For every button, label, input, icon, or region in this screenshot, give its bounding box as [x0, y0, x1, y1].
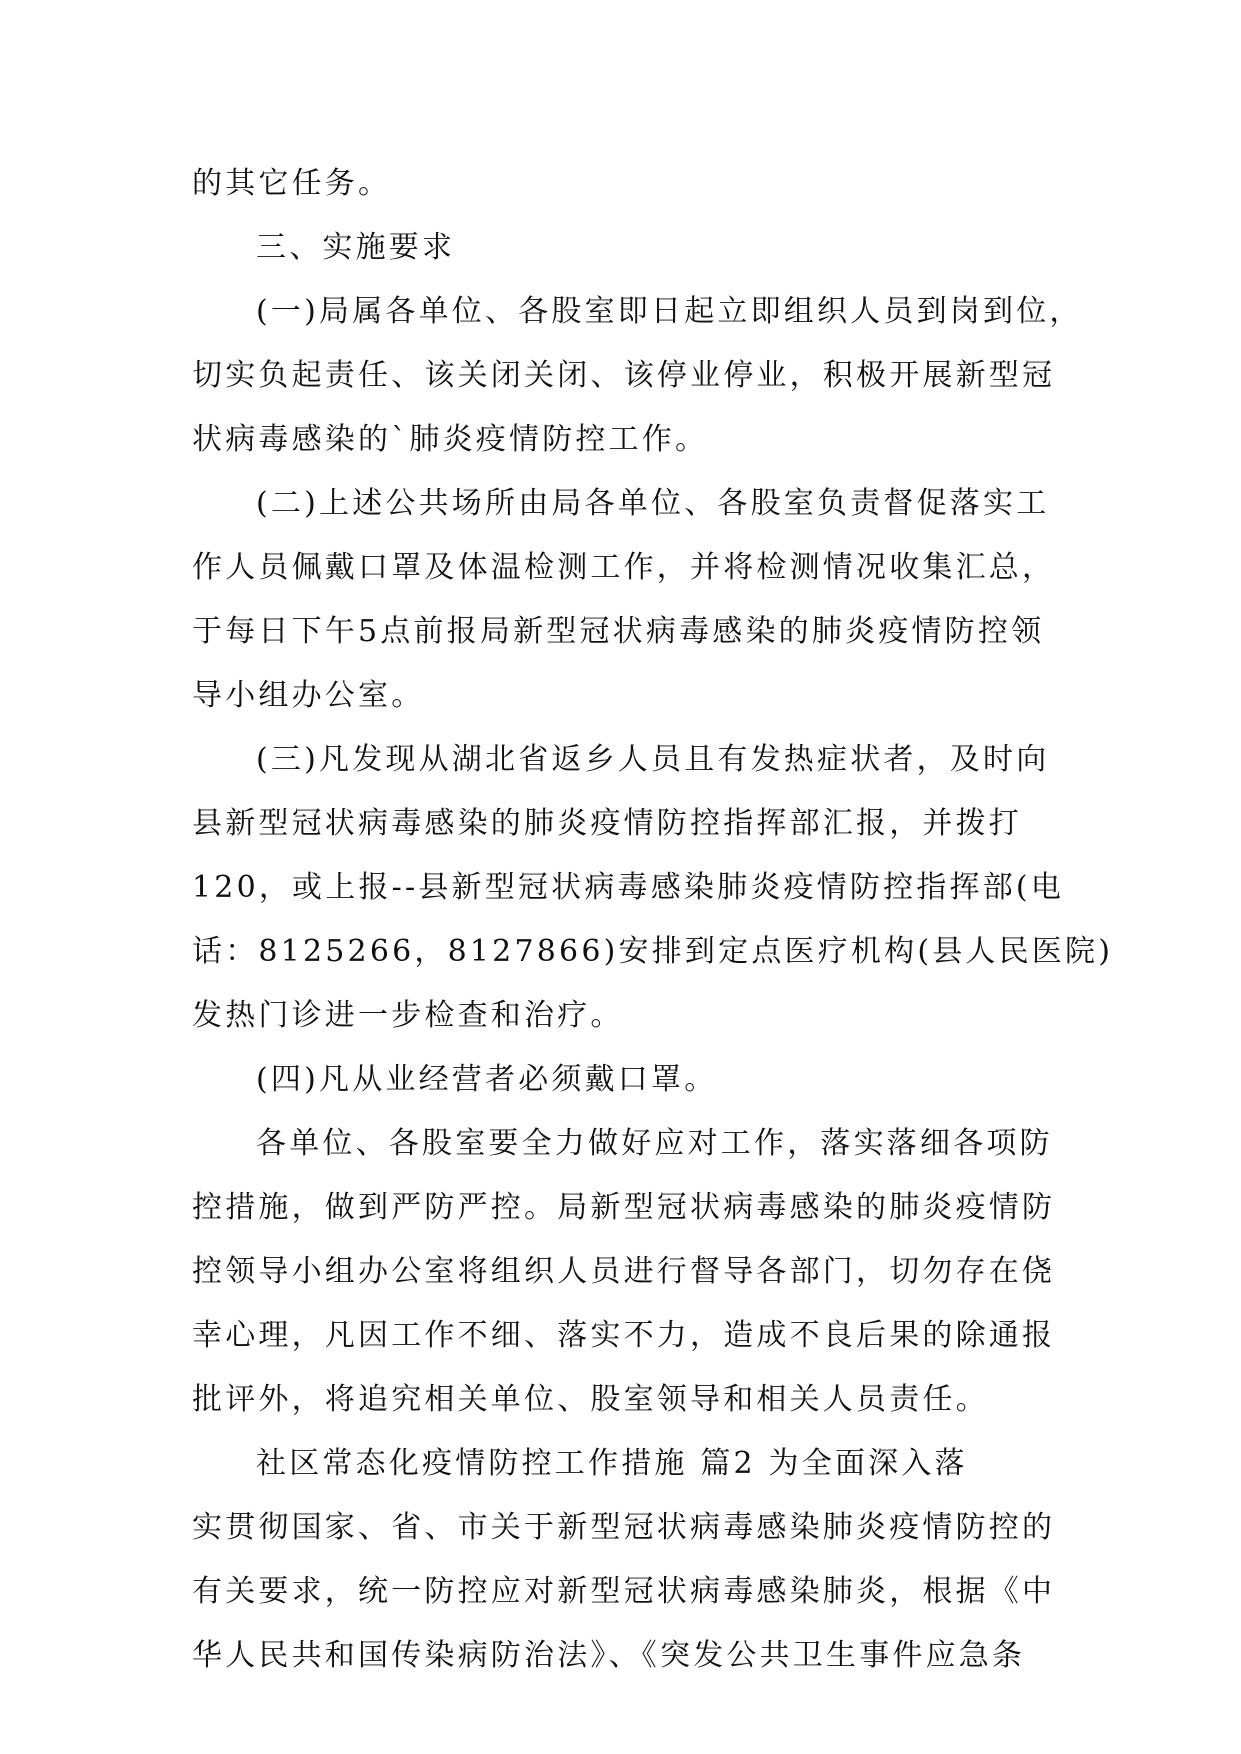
- text-line: (一)局属各单位、各股室即日起立即组织人员到岗到位，: [256, 294, 1083, 329]
- section-heading: 三、实施要求: [256, 230, 456, 265]
- text-line: 话：8125266，8127866)安排到定点医疗机构(县人民医院): [192, 934, 1114, 969]
- text-line: 批评外，将追究相关单位、股室领导和相关人员责任。: [192, 1382, 989, 1417]
- text-line: 的其它任务。: [192, 166, 392, 201]
- text-line: 导小组办公室。: [192, 678, 425, 713]
- text-line: 华人民共和国传染病防治法》、《突发公共卫生事件应急条: [192, 1638, 1026, 1673]
- text-line: 幸心理，凡因工作不细、落实不力，造成不良后果的除通报: [192, 1318, 1056, 1353]
- text-line: 有关要求，统一防控应对新型冠状病毒感染肺炎，根据《中: [192, 1574, 1056, 1609]
- text-line: 控领导小组办公室将组织人员进行督导各部门，切勿存在侥: [192, 1254, 1056, 1289]
- text-line: 县新型冠状病毒感染的肺炎疫情防控指挥部汇报，并拨打: [192, 806, 1022, 841]
- text-line: (二)上述公共场所由局各单位、各股室负责督促落实工: [256, 486, 1050, 521]
- text-line: 切实负起责任、该关闭关闭、该停业停业，积极开展新型冠: [192, 358, 1056, 393]
- text-line: 120，或上报--县新型冠状病毒感染肺炎疫情防控指挥部(电: [192, 870, 1065, 905]
- text-line: 作人员佩戴口罩及体温检测工作，并将检测情况收集汇总，: [192, 550, 1056, 585]
- text-line: (三)凡发现从湖北省返乡人员且有发热症状者，及时向: [256, 742, 1050, 777]
- text-line: 状病毒感染的`肺炎疫情防控工作。: [192, 422, 709, 457]
- text-line: 于每日下午5点前报局新型冠状病毒感染的肺炎疫情防控领: [192, 614, 1045, 649]
- text-line: 控措施，做到严防严控。局新型冠状病毒感染的肺炎疫情防: [192, 1190, 1056, 1225]
- text-line: 实贯彻国家、省、市关于新型冠状病毒感染肺炎疫情防控的: [192, 1510, 1056, 1545]
- text-line: 社区常态化疫情防控工作措施 篇2 为全面深入落: [256, 1446, 968, 1481]
- text-line: 各单位、各股室要全力做好应对工作，落实落细各项防: [256, 1126, 1053, 1161]
- text-line: (四)凡从业经营者必须戴口罩。: [256, 1062, 718, 1097]
- text-line: 发热门诊进一步检查和治疗。: [192, 998, 624, 1033]
